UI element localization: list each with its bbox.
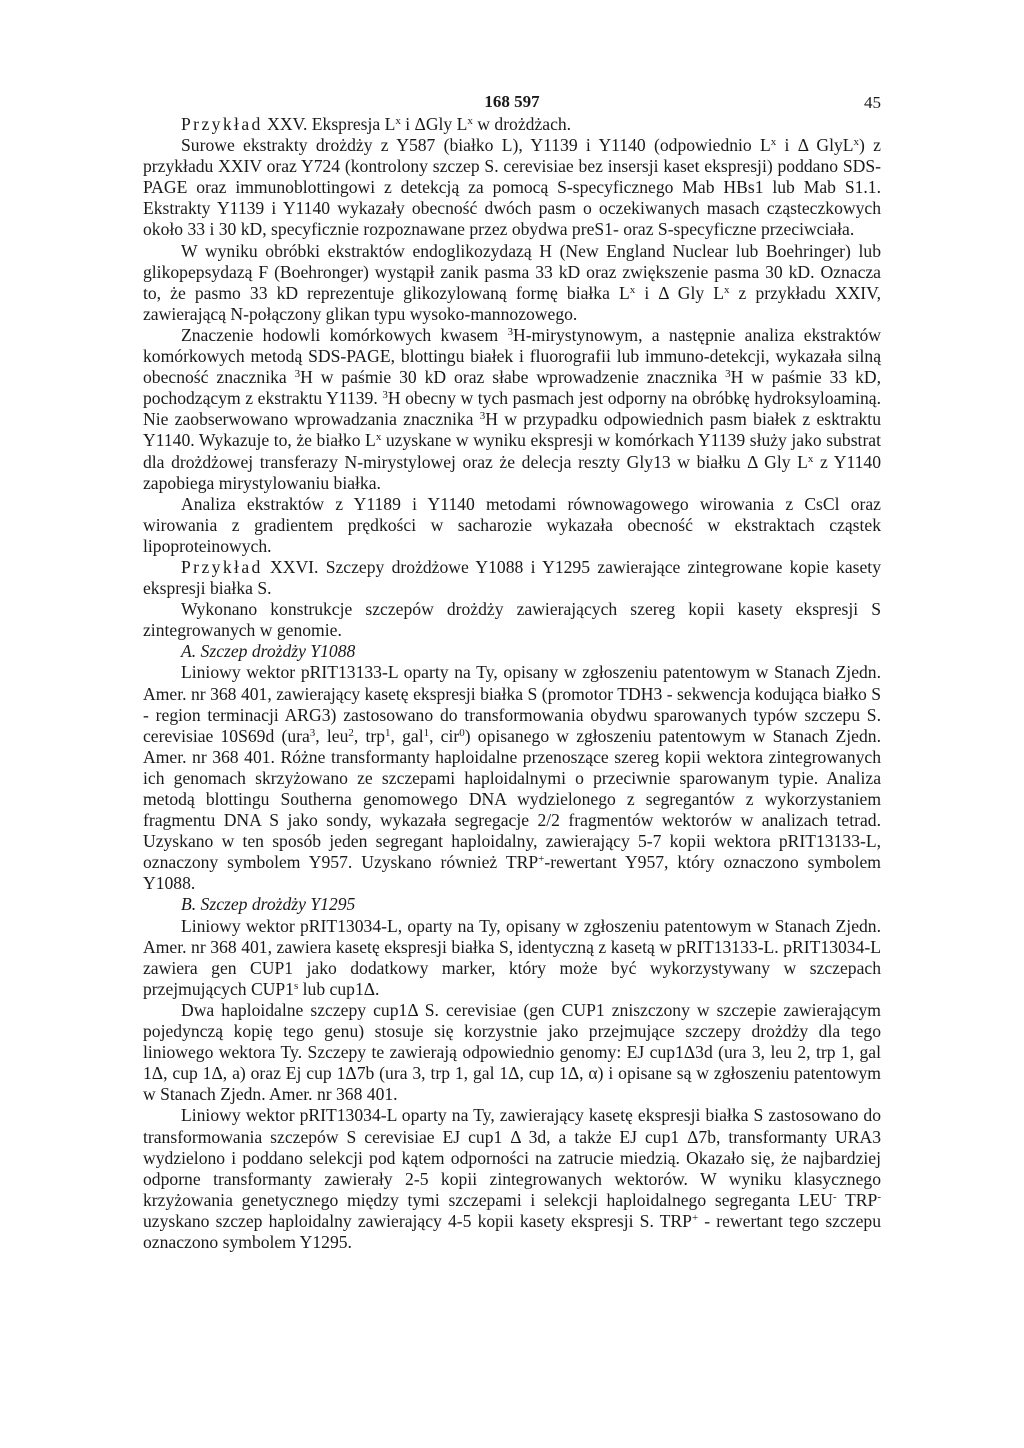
superscript: x [723, 283, 730, 296]
text-run: Dwa haploidalne szczepy cup1Δ S. cerevisiae (gen CUP1 zniszczony w szczepie zawierającym pojedynczą kopię tego genu) stosuje się korzystnie jako przejmujące szczepy drożdży dla tego liniowego wektora Ty. Szczepy te zawierają odpowiednio genomy: EJ cup1Δ3d (ura 3, leu 2, trp 1, gal 1Δ, cup 1Δ, a) oraz Ej cup 1Δ7b (ura 3, trp 1, gal 1Δ, cup 1Δ, α) i opisane są w zgłoszeniu patentowym w Stanach Zjedn. Amer. nr 368 401. [143, 999, 881, 1105]
paragraph [143, 916, 881, 1000]
superscript: 3 [382, 389, 388, 402]
page-number: 45 [864, 93, 881, 112]
text-run: Liniowy wektor pRIT13034-L oparty na Ty, zawierający kasetę ekspresji białka S zastosowano do transformowania szczepów S cerevisiae EJ cup1 Δ 3d, a także EJ cup1 Δ7b, transformanty URA3 wydzielono i poddano selekcji pod kątem odporności na zatrucie miedzią. Okazało się, że najbardziej odporne transformanty zawierały 2-5 kopii zintegrowanych wektorów. W wyniku klasycznego krzyżowania genetycznego między tymi szczepami i selekcji haploidalnego segreganta LEU [143, 1105, 881, 1210]
text-run: , leu [315, 725, 349, 746]
section-subheading [143, 894, 881, 915]
text-run: i Δ GlyL [776, 135, 854, 156]
text-run: H w paśmie 30 kD oraz słabe wprowadzenie znacznika [300, 367, 726, 388]
document-body [143, 114, 881, 1253]
text-run: -rewertant Y957, który oznaczono symbolem Y1088. [143, 852, 881, 894]
superscript: 1 [385, 726, 391, 739]
text-run: ) z przykładu XXIV oraz Y724 (kontrolony szczep S. cerevisiae bez insersji kaset ekspresji) poddano SDS-PAGE oraz immunoblottingowi z detekcją za pomocą S-specyficznego Mab HBs1 lub Mab S1.1. Ekstrakty Y1139 i Y1140 wykazały obecność dwóch pasm o oczekiwanych masach cząsteczkowych około 33 i 30 kD, specyficznie rozpoznawane przez obydwa preS1- oraz S-specyficzne przeciwciała. [143, 135, 881, 240]
text-run: H w przypadku odpowiednich pasm białek z esktraktu Y1140. Wykazuje to, że białko L [143, 409, 881, 451]
page-header [143, 92, 881, 114]
superscript: 3 [294, 368, 301, 381]
text-run: z przykładu XXIV, zawierającą N-połączony glikan typu wysoko-mannozowego. [143, 282, 881, 324]
section-subheading [143, 641, 881, 662]
text-run: lub cup1Δ. [298, 978, 380, 999]
text-run: Liniowy wektor pRIT13034-L, oparty na Ty, opisany w zgłoszeniu patentowym w Stanach Zjedn. Amer. nr 368 401, zawiera kasetę ekspresji białka S, identyczną z kasetą w pRIT13133-L. pRIT13034-L zawiera gen CUP1 jako dodatkowy marker, który może być wykorzystywany w szczepach przejmujących CUP1 [143, 915, 881, 999]
superscript: x [853, 136, 860, 149]
text-run: Surowe ekstrakty drożdży z Y587 (białko L), Y1139 i Y1140 (odpowiednio L [181, 135, 771, 156]
text-run: , trp [353, 725, 386, 746]
text-run: uzyskano szczep haploidalny zawierający 4-5 kopii kasety ekspresji S. TRP [143, 1210, 692, 1231]
superscript: x [375, 431, 382, 444]
text-run: XXV. Ekspresja L [262, 114, 396, 134]
paragraph [143, 114, 881, 135]
paragraph [143, 494, 881, 557]
paragraph [143, 599, 881, 641]
document-number: 168 597 [484, 92, 540, 111]
superscript: x [467, 115, 473, 127]
paragraph [143, 241, 881, 325]
superscript: s [293, 979, 299, 992]
superscript: + [538, 853, 545, 866]
superscript: 1 [423, 726, 430, 739]
superscript: 3 [725, 368, 731, 381]
superscript: x [395, 115, 401, 127]
superscript: - [877, 1190, 881, 1203]
document-page [143, 92, 881, 1253]
text-run: Analiza ekstraktów z Y1189 i Y1140 metodami równowagowego wirowania z CsCl oraz wirowania z gradientem prędkości w sacharozie wykazała obecność w ekstraktach cząstek lipoproteinowych. [143, 493, 881, 556]
superscript: 0 [459, 726, 465, 739]
example-label: Przykład [181, 556, 263, 577]
text-run: B. Szczep drożdży Y1295 [181, 894, 356, 915]
paragraph [143, 662, 881, 894]
superscript: x [629, 283, 636, 296]
paragraph [143, 557, 881, 599]
superscript: - [832, 1190, 837, 1203]
text-run: uzyskane w wyniku ekspresji w komórkach Y1139 służy jako substrat dla drożdżowej transferazy N-mirystylowej oraz że delecja reszty Gly13 w białku Δ Gly L [143, 430, 881, 472]
text-run: i Δ Gly L [635, 282, 724, 303]
superscript: 3 [507, 325, 513, 338]
text-run: H-mirystynowym, a następnie analiza ekstraktów komórkowych metodą SDS-PAGE, blottingu białek i fluorografii lub immuno-detekcji, wykazała silną obecność znacznika [143, 324, 881, 388]
superscript: 3 [309, 726, 316, 739]
superscript: + [691, 1211, 699, 1224]
superscript: x [807, 452, 814, 465]
text-run: ) opisanego w zgłoszeniu patentowym w Stanach Zjedn. Amer. nr 368 401. Różne transformanty haploidalne przenoszące szereg kopii wektora zintegrowanych ich genomach skrzyżowano ze szczepami haploidalnymi o przeciwnie sparowanym typie. Analiza metodą blottingu Southerna genomowego DNA wydzielonego z segregantów z wykorzystaniem fragmentu DNA S jako sondy, wykazała segregacje 2/2 fragmentów wektorów w analizach tetrad. Uzyskano w ten sposób jeden segregant haploidalny, zawierający 5-7 kopii wektora pRIT13133-L, oznaczony symbolem Y957. Uzyskano również TRP [143, 725, 881, 873]
text-run: H obecny w tych pasmach jest odporny na obróbkę hydroksyloaminą. Nie zaobserwowano wprowadzania znacznika [143, 388, 881, 430]
text-run: Liniowy wektor pRIT13133-L oparty na Ty, opisany w zgłoszeniu patentowym w Stanach Zjedn. Amer. nr 368 401, zawierający kasetę ekspresji białka S (promotor TDH3 - sekwencja kodująca białko S - region terminacji ARG3) zastosowano do transformowania obydwu sparowanych typów szczepu S. cerevisiae 10S69d (ura [143, 662, 881, 746]
paragraph [143, 325, 881, 494]
text-run: W wyniku obróbki ekstraktów endoglikozydazą H (New England Nuclear lub Boehringer) lub glikopepsydazą F (Boehronger) wystąpił zanik pasma 33 kD oraz zwiększenie pasma 30 kD. Oznacza to, że pasmo 33 kD reprezentuje glikozylowaną formę białka L [143, 240, 881, 303]
superscript: 3 [479, 410, 486, 423]
text-run: Znaczenie hodowli komórkowych kwasem [181, 324, 508, 345]
text-run: - rewertant tego szczepu oznaczono symbolem Y1295. [143, 1210, 881, 1252]
text-run: H w paśmie 33 kD, pochodzącym z ekstraktu Y1139. [143, 367, 881, 409]
text-run: A. Szczep drożdży Y1088 [181, 641, 356, 662]
text-run: z Y1140 zapobiega mirystylowaniu białka. [143, 451, 881, 493]
paragraph [143, 1105, 881, 1253]
paragraph [143, 1000, 881, 1105]
paragraph [143, 135, 881, 240]
text-run: , cir [429, 725, 460, 746]
example-label: Przykład [181, 114, 263, 134]
text-run: Wykonano konstrukcje szczepów drożdży zawierających szereg kopii kasety ekspresji S zintegrowanych w genomie. [143, 599, 881, 641]
superscript: x [770, 136, 777, 149]
superscript: 2 [348, 726, 354, 739]
text-run: w drożdżach. [472, 114, 572, 134]
text-run: TRP [836, 1189, 878, 1210]
text-run: XXVI. Szczepy drożdżowe Y1088 i Y1295 zawierające zintegrowane kopie kasety ekspresji białka S. [143, 556, 881, 599]
text-run: , gal [390, 725, 424, 746]
text-run: i ΔGly L [400, 114, 468, 134]
